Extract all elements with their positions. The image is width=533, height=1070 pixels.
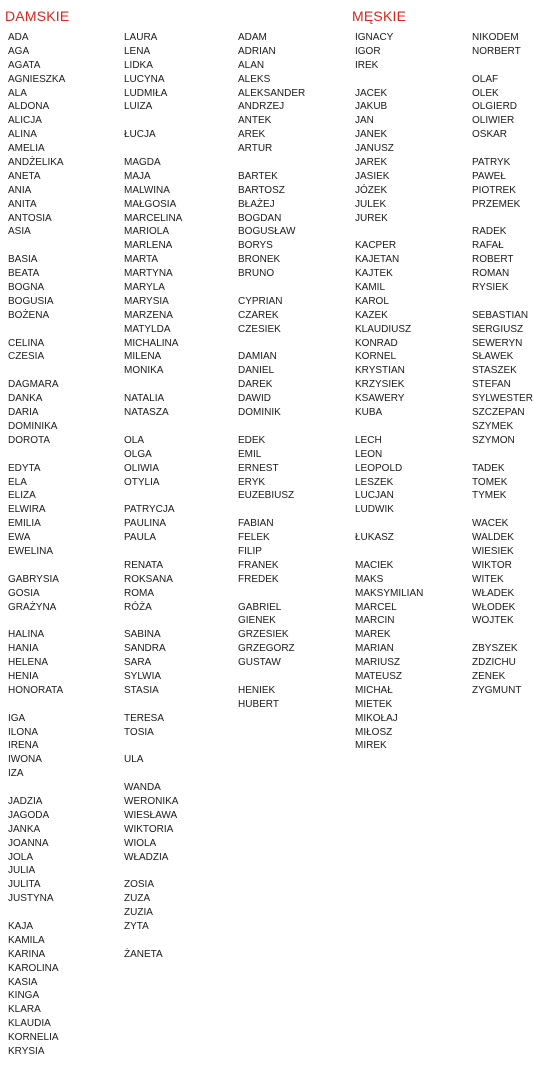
name-item: ANDRZEJ: [238, 101, 285, 113]
name-item: BORYS: [238, 240, 273, 252]
name-item: ROMAN: [472, 268, 510, 280]
name-item: KLARA: [8, 1004, 41, 1016]
group-spacer: [238, 503, 305, 517]
name-item: GIENEK: [238, 615, 276, 627]
name-item: RYSIEK: [472, 282, 509, 294]
name-item: JAKUB: [355, 101, 388, 113]
name-item: LUIZA: [124, 101, 153, 113]
group-spacer: [238, 156, 305, 170]
name-item: MAREK: [355, 629, 391, 641]
name-item: STASIA: [124, 684, 159, 696]
male-names-column-1: [238, 31, 305, 712]
name-item: LUDMIŁA: [124, 87, 168, 99]
name-item: EWA: [8, 532, 31, 544]
name-item: JÓZEK: [355, 184, 388, 196]
group-spacer: [8, 906, 65, 920]
name-item: JAN: [355, 115, 374, 127]
name-item: CYPRIAN: [238, 295, 283, 307]
name-item: ANETA: [8, 170, 41, 182]
name-item: WIKTORIA: [124, 823, 174, 835]
name-item: MAGDA: [124, 157, 161, 169]
name-item: JANEK: [355, 129, 388, 141]
name-item: JANUSZ: [355, 143, 394, 155]
name-item: GRZESIEK: [238, 629, 289, 641]
name-item: SZCZEPAN: [472, 407, 525, 419]
name-item: MIETEK: [355, 698, 393, 710]
name-item: CZESIA: [8, 351, 45, 363]
name-item: KRYSTIAN: [355, 365, 405, 377]
name-item: LIDKA: [124, 59, 153, 71]
male-names-column-2: [355, 31, 423, 753]
name-item: DANKA: [8, 393, 43, 405]
name-item: ALINA: [8, 129, 37, 141]
name-item: WANDA: [124, 782, 161, 794]
name-item: DOMINIKA: [8, 420, 58, 432]
name-item: ŻANETA: [124, 948, 163, 960]
name-item: EDEK: [238, 434, 266, 446]
name-item: KAJETAN: [355, 254, 400, 266]
name-item: OLA: [124, 434, 145, 446]
name-item: MARZENA: [124, 309, 173, 321]
name-item: LAURA: [124, 32, 158, 43]
name-item: ELIZA: [8, 490, 36, 502]
name-item: PAULINA: [124, 518, 167, 530]
group-spacer: [8, 364, 65, 378]
name-item: BRUNO: [238, 268, 275, 280]
name-item: DOMINIK: [238, 407, 281, 419]
name-item: EUZEBIUSZ: [238, 490, 295, 502]
name-item: PATRYCJA: [124, 504, 175, 516]
name-item: ANIA: [8, 184, 32, 196]
name-item: BEATA: [8, 268, 40, 280]
group-spacer: [8, 698, 65, 712]
group-spacer: [8, 781, 65, 795]
group-spacer: [124, 767, 182, 781]
name-item: PRZEMEK: [472, 198, 521, 210]
group-spacer: [8, 239, 65, 253]
name-item: JAREK: [355, 157, 388, 169]
name-item: ANITA: [8, 198, 37, 210]
name-item: CELINA: [8, 337, 45, 349]
group-spacer: [8, 448, 65, 462]
name-item: IZA: [8, 768, 24, 780]
name-item: MARCELINA: [124, 212, 183, 224]
name-item: WŁADEK: [472, 587, 515, 599]
group-spacer: [124, 142, 182, 156]
name-item: ANTEK: [238, 115, 272, 127]
name-item: MARLENA: [124, 240, 173, 252]
name-item: KINGA: [8, 990, 40, 1002]
name-item: ASIA: [8, 226, 31, 238]
name-item: HENIEK: [238, 684, 276, 696]
name-item: KAJTEK: [355, 268, 393, 280]
name-item: MATEUSZ: [355, 670, 403, 682]
name-item: ZDZICHU: [472, 657, 516, 669]
name-item: KONRAD: [355, 337, 398, 349]
name-item: MAŁGOSIA: [124, 198, 177, 210]
name-item: PAULA: [124, 532, 157, 544]
group-spacer: [472, 503, 533, 517]
name-item: ROKSANA: [124, 573, 173, 585]
name-item: ELA: [8, 476, 27, 488]
name-item: WITEK: [472, 573, 504, 585]
female-names-column-2: [124, 31, 182, 962]
name-item: JULITA: [8, 879, 41, 891]
name-item: ZOSIA: [124, 879, 155, 891]
name-item: NATALIA: [124, 393, 165, 405]
name-item: MONIKA: [124, 365, 164, 377]
name-item: STEFAN: [472, 379, 511, 391]
name-item: DAGMARA: [8, 379, 59, 391]
name-item: DAWID: [238, 393, 271, 405]
name-item: ZBYSZEK: [472, 643, 518, 655]
name-item: MATYLDA: [124, 323, 171, 335]
name-item: IGA: [8, 712, 26, 724]
name-item: LESZEK: [355, 476, 394, 488]
name-item: ADAM: [238, 32, 267, 43]
group-spacer: [8, 559, 65, 573]
name-item: MICHALINA: [124, 337, 179, 349]
name-item: MARYSIA: [124, 295, 169, 307]
name-item: SERGIUSZ: [472, 323, 524, 335]
group-spacer: [8, 614, 65, 628]
name-item: EMILIA: [8, 518, 41, 530]
name-item: KLAUDIUSZ: [355, 323, 412, 335]
name-item: ZUZA: [124, 893, 151, 905]
female-names-column-1: [8, 31, 65, 1059]
name-item: EDYTA: [8, 462, 41, 474]
name-item: KORNEL: [355, 351, 397, 363]
name-item: ANDŻELIKA: [8, 157, 64, 169]
name-item: WIESIEK: [472, 545, 514, 557]
name-item: BASIA: [8, 254, 38, 266]
name-item: CZESIEK: [238, 323, 281, 335]
name-item: GUSTAW: [238, 657, 281, 669]
name-item: ZYGMUNT: [472, 684, 522, 696]
name-item: BOGUSIA: [8, 295, 54, 307]
name-item: RÓŻA: [124, 601, 152, 613]
name-item: SŁAWEK: [472, 351, 514, 363]
name-item: DOROTA: [8, 434, 51, 446]
name-item: AGNIESZKA: [8, 73, 66, 85]
name-item: AMELIA: [8, 143, 45, 155]
name-item: GABRIEL: [238, 601, 282, 613]
name-item: RADEK: [472, 226, 507, 238]
name-item: ALICJA: [8, 115, 42, 127]
name-item: KAJA: [8, 921, 34, 932]
group-spacer: [472, 212, 533, 226]
group-spacer: [472, 628, 533, 642]
name-item: JACEK: [355, 87, 388, 99]
group-spacer: [355, 517, 423, 531]
name-item: MAKSYMILIAN: [355, 587, 424, 599]
group-spacer: [355, 420, 423, 434]
name-item: IGNACY: [355, 32, 394, 43]
name-item: RENATA: [124, 559, 164, 571]
name-item: JULIA: [8, 865, 36, 877]
name-item: KAMILA: [8, 934, 45, 946]
name-item: ADRIAN: [238, 45, 276, 57]
name-item: NORBERT: [472, 45, 521, 57]
name-item: ELWIRA: [8, 504, 46, 516]
name-item: PAWEŁ: [472, 170, 506, 182]
name-item: TYMEK: [472, 490, 507, 502]
group-spacer: [472, 59, 533, 73]
name-item: HELENA: [8, 657, 49, 669]
name-item: TOSIA: [124, 726, 154, 738]
name-item: BOGNA: [8, 282, 45, 294]
name-item: ARTUR: [238, 143, 273, 155]
name-item: ALEKSANDER: [238, 87, 306, 99]
name-item: KRYSIA: [8, 1046, 45, 1058]
name-item: ALDONA: [8, 101, 50, 113]
name-item: KACPER: [355, 240, 397, 252]
group-spacer: [472, 142, 533, 156]
name-item: HUBERT: [238, 698, 279, 710]
name-item: KARINA: [8, 948, 46, 960]
name-item: MARIUSZ: [355, 657, 400, 669]
name-item: GOSIA: [8, 587, 40, 599]
name-item: TOMEK: [472, 476, 508, 488]
group-spacer: [124, 864, 182, 878]
name-item: HALINA: [8, 629, 45, 641]
name-item: ALEKS: [238, 73, 271, 85]
group-spacer: [472, 448, 533, 462]
group-spacer: [124, 545, 182, 559]
name-item: WOJTEK: [472, 615, 514, 627]
name-item: MIŁOSZ: [355, 726, 393, 738]
group-spacer: [238, 670, 305, 684]
name-item: FELEK: [238, 532, 270, 544]
group-spacer: [124, 934, 182, 948]
name-item: LENA: [124, 45, 151, 57]
name-item: OSKAR: [472, 129, 508, 141]
name-item: RAFAŁ: [472, 240, 504, 252]
group-spacer: [472, 295, 533, 309]
name-item: ROBERT: [472, 254, 514, 266]
name-item: KASIA: [8, 976, 38, 988]
group-spacer: [124, 698, 182, 712]
name-item: HANIA: [8, 643, 39, 655]
name-item: DAREK: [238, 379, 273, 391]
name-item: BŁAŻEJ: [238, 198, 275, 210]
name-item: KRZYSIEK: [355, 379, 405, 391]
name-item: KAZEK: [355, 309, 388, 321]
name-item: AGA: [8, 45, 30, 57]
name-item: ŁUCJA: [124, 129, 156, 141]
name-item: KAMIL: [355, 282, 386, 294]
group-spacer: [355, 545, 423, 559]
name-item: ZUZIA: [124, 907, 153, 919]
name-item: WACEK: [472, 518, 509, 530]
name-item: LECH: [355, 434, 382, 446]
name-item: WIKTOR: [472, 559, 512, 571]
name-item: FRANEK: [238, 559, 279, 571]
name-item: AGATA: [8, 59, 41, 71]
name-item: MIREK: [355, 740, 387, 752]
name-item: GRAŻYNA: [8, 601, 57, 613]
name-item: OLGA: [124, 448, 152, 460]
name-item: MARCEL: [355, 601, 397, 613]
name-item: LUCJAN: [355, 490, 394, 502]
name-item: LUDWIK: [355, 504, 394, 516]
group-spacer: [238, 587, 305, 601]
name-item: MARCIN: [355, 615, 395, 627]
name-item: BARTOSZ: [238, 184, 285, 196]
name-item: OLGIERD: [472, 101, 518, 113]
name-item: AREK: [238, 129, 266, 141]
group-spacer: [124, 614, 182, 628]
name-item: ADA: [8, 32, 29, 43]
name-item: JULEK: [355, 198, 387, 210]
name-item: MAKS: [355, 573, 384, 585]
name-item: FREDEK: [238, 573, 279, 585]
name-item: TADEK: [472, 462, 505, 474]
name-item: MALWINA: [124, 184, 170, 196]
name-item: WERONIKA: [124, 795, 179, 807]
name-item: KUBA: [355, 407, 383, 419]
group-spacer: [355, 225, 423, 239]
name-item: TERESA: [124, 712, 165, 724]
name-item: SARA: [124, 657, 152, 669]
name-item: ALA: [8, 87, 27, 99]
name-item: IWONA: [8, 754, 42, 766]
name-item: JOLA: [8, 851, 34, 863]
name-item: ILONA: [8, 726, 39, 738]
name-item: DAMIAN: [238, 351, 277, 363]
group-spacer: [124, 489, 182, 503]
group-spacer: [124, 378, 182, 392]
name-item: LEOPOLD: [355, 462, 403, 474]
name-item: BARTEK: [238, 170, 278, 182]
name-item: MARTA: [124, 254, 159, 266]
name-item: WIESŁAWA: [124, 809, 178, 821]
name-item: KSAWERY: [355, 393, 405, 405]
name-item: CZAREK: [238, 309, 279, 321]
name-item: EMIL: [238, 448, 262, 460]
name-item: IGOR: [355, 45, 381, 57]
name-item: EWELINA: [8, 545, 54, 557]
name-item: MILENA: [124, 351, 162, 363]
name-item: ERNEST: [238, 462, 279, 474]
name-item: JASIEK: [355, 170, 390, 182]
name-item: KORNELIA: [8, 1032, 59, 1044]
name-item: JOANNA: [8, 837, 49, 849]
name-item: IRENA: [8, 740, 39, 752]
name-item: KLAUDIA: [8, 1018, 51, 1030]
group-spacer: [124, 114, 182, 128]
name-item: JAGODA: [8, 809, 50, 821]
male-names-column-3: [472, 31, 533, 698]
name-item: SEBASTIAN: [472, 309, 529, 321]
group-spacer: [124, 420, 182, 434]
name-item: LUCYNA: [124, 73, 165, 85]
name-item: ZENEK: [472, 670, 506, 682]
name-item: WŁADZIA: [124, 851, 169, 863]
name-item: ULA: [124, 754, 144, 766]
name-item: ANTOSIA: [8, 212, 52, 224]
name-item: BRONEK: [238, 254, 281, 266]
name-item: ERYK: [238, 476, 266, 488]
name-item: MIKOŁAJ: [355, 712, 398, 724]
name-item: JUSTYNA: [8, 893, 54, 905]
name-item: IREK: [355, 59, 379, 71]
name-item: MICHAŁ: [355, 684, 393, 696]
name-item: KAROL: [355, 295, 389, 307]
name-item: DARIA: [8, 407, 39, 419]
name-item: JUREK: [355, 212, 388, 224]
name-item: GABRYSIA: [8, 573, 59, 585]
group-spacer: [238, 420, 305, 434]
name-item: MARYLA: [124, 282, 165, 294]
name-item: JANKA: [8, 823, 41, 835]
name-item: SANDRA: [124, 643, 166, 655]
female-names-heading: DAMSKIE: [5, 8, 70, 24]
name-item: NATASZA: [124, 407, 169, 419]
name-item: GRZEGORZ: [238, 643, 295, 655]
name-item: NIKODEM: [472, 32, 519, 43]
group-spacer: [238, 281, 305, 295]
name-item: OTYLIA: [124, 476, 160, 488]
name-item: SZYMON: [472, 434, 515, 446]
name-item: SYLWIA: [124, 670, 162, 682]
name-item: HONORATA: [8, 684, 64, 696]
group-spacer: [124, 739, 182, 753]
name-item: FABIAN: [238, 518, 274, 530]
name-item: MARTYNA: [124, 268, 173, 280]
name-item: WIOLA: [124, 837, 157, 849]
name-item: ROMA: [124, 587, 154, 599]
name-item: ALAN: [238, 59, 265, 71]
name-item: WALDEK: [472, 532, 514, 544]
group-spacer: [355, 73, 423, 87]
name-item: WŁODEK: [472, 601, 516, 613]
name-item: SABINA: [124, 629, 161, 641]
male-names-heading: MĘSKIE: [352, 8, 407, 24]
name-item: OLAF: [472, 73, 499, 85]
name-item: ŁUKASZ: [355, 532, 394, 544]
name-item: BOŻENA: [8, 309, 50, 321]
name-item: PIOTREK: [472, 184, 516, 196]
group-spacer: [8, 323, 65, 337]
name-item: DANIEL: [238, 365, 275, 377]
name-item: OLEK: [472, 87, 499, 99]
name-item: MACIEK: [355, 559, 394, 571]
name-item: FILIP: [238, 545, 262, 557]
name-item: STASZEK: [472, 365, 517, 377]
name-item: MARIAN: [355, 643, 394, 655]
name-item: MAJA: [124, 170, 151, 182]
name-item: OLIWIER: [472, 115, 515, 127]
name-item: BOGDAN: [238, 212, 282, 224]
name-item: ZYTA: [124, 921, 149, 932]
name-item: PATRYK: [472, 157, 511, 169]
name-item: LEON: [355, 448, 383, 460]
name-item: SZYMEK: [472, 420, 514, 432]
name-item: SEWERYN: [472, 337, 523, 349]
name-item: SYLWESTER: [472, 393, 533, 405]
name-item: HENIA: [8, 670, 39, 682]
name-item: KAROLINA: [8, 962, 59, 974]
name-item: JADZIA: [8, 795, 43, 807]
name-item: BOGUSŁAW: [238, 226, 296, 238]
name-item: OLIWIA: [124, 462, 160, 474]
name-item: MARIOLA: [124, 226, 170, 238]
group-spacer: [238, 337, 305, 351]
